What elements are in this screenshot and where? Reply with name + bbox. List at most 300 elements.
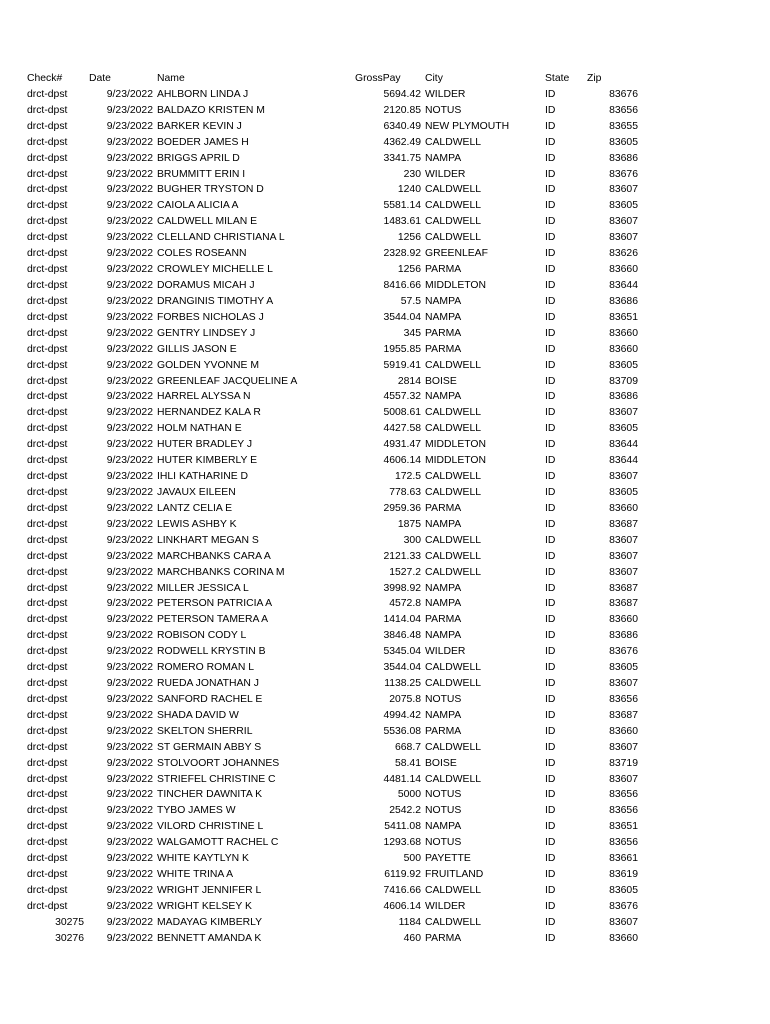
cell-name: SANFORD RACHEL E	[157, 693, 263, 705]
cell-state: ID	[545, 327, 556, 339]
cell-zip: 83651	[609, 821, 638, 833]
cell-name: RODWELL KRYSTIN B	[157, 646, 266, 658]
cell-check: drct-dpst	[27, 486, 68, 498]
table-row	[0, 612, 770, 628]
cell-zip: 83676	[609, 646, 638, 658]
cell-zip: 83651	[609, 311, 638, 323]
cell-zip: 83626	[609, 248, 638, 260]
cell-name: RUEDA JONATHAN J	[157, 678, 259, 690]
cell-date: 9/23/2022	[106, 502, 153, 514]
cell-check: drct-dpst	[27, 391, 68, 403]
cell-check: drct-dpst	[27, 200, 68, 212]
cell-gross-pay: 2075.8	[389, 693, 421, 705]
cell-gross-pay: 1138.25	[384, 678, 421, 690]
cell-gross-pay: 4572.8	[389, 598, 421, 610]
cell-date: 9/23/2022	[106, 327, 153, 339]
cell-city: BOISE	[425, 375, 457, 387]
cell-date: 9/23/2022	[106, 423, 153, 435]
cell-date: 9/23/2022	[106, 343, 153, 355]
cell-gross-pay: 2328.92	[383, 248, 421, 260]
table-row	[0, 389, 770, 405]
cell-city: CALDWELL	[425, 200, 482, 212]
cell-date: 9/23/2022	[106, 773, 153, 785]
cell-check: drct-dpst	[27, 327, 68, 339]
cell-name: HARREL ALYSSA N	[157, 391, 251, 403]
cell-gross-pay: 172.5	[394, 471, 421, 483]
cell-city: CALDWELL	[425, 407, 482, 419]
cell-gross-pay: 1527.2	[389, 566, 421, 578]
table-row	[0, 644, 770, 660]
table-row	[0, 310, 770, 326]
cell-check: drct-dpst	[27, 455, 68, 467]
cell-gross-pay: 778.63	[389, 486, 421, 498]
cell-date: 9/23/2022	[106, 885, 153, 897]
cell-zip: 83605	[609, 423, 638, 435]
cell-name: VILORD CHRISTINE L	[157, 821, 264, 833]
table-row	[0, 692, 770, 708]
cell-date: 9/23/2022	[106, 566, 153, 578]
table-row	[0, 915, 770, 931]
cell-state: ID	[545, 184, 556, 196]
table-row	[0, 278, 770, 294]
cell-gross-pay: 3846.48	[383, 630, 421, 642]
cell-name: LANTZ CELIA E	[157, 502, 233, 514]
cell-city: CALDWELL	[425, 359, 482, 371]
cell-name: WRIGHT JENNIFER L	[157, 885, 262, 897]
cell-city: PARMA	[425, 343, 462, 355]
cell-zip: 83607	[609, 678, 638, 690]
cell-state: ID	[545, 248, 556, 260]
cell-city: CALDWELL	[425, 741, 482, 753]
cell-name: JAVAUX EILEEN	[157, 486, 236, 498]
cell-city: CALDWELL	[425, 916, 482, 928]
cell-state: ID	[545, 200, 556, 212]
cell-check: drct-dpst	[27, 407, 68, 419]
cell-name: ROMERO ROMAN L	[157, 662, 254, 674]
cell-state: ID	[545, 407, 556, 419]
cell-name: GENTRY LINDSEY J	[157, 327, 256, 339]
cell-city: NAMPA	[425, 295, 462, 307]
cell-zip: 83607	[609, 916, 638, 928]
cell-name: TYBO JAMES W	[157, 805, 236, 817]
header-city: City	[425, 73, 443, 84]
cell-date: 9/23/2022	[106, 869, 153, 881]
cell-gross-pay: 4362.49	[383, 136, 421, 148]
cell-date: 9/23/2022	[106, 407, 153, 419]
cell-date: 9/23/2022	[106, 550, 153, 562]
cell-city: NOTUS	[425, 789, 462, 801]
table-row	[0, 517, 770, 533]
cell-state: ID	[545, 391, 556, 403]
cell-zip: 83605	[609, 200, 638, 212]
cell-name: PETERSON PATRICIA A	[157, 598, 273, 610]
cell-gross-pay: 5008.61	[383, 407, 421, 419]
cell-check: drct-dpst	[27, 439, 68, 451]
cell-check: drct-dpst	[27, 359, 68, 371]
cell-city: CALDWELL	[425, 471, 482, 483]
cell-city: GREENLEAF	[425, 248, 488, 260]
table-row	[0, 501, 770, 517]
cell-gross-pay: 3544.04	[383, 662, 421, 674]
cell-date: 9/23/2022	[106, 264, 153, 276]
cell-zip: 83605	[609, 136, 638, 148]
table-row	[0, 405, 770, 421]
cell-date: 9/23/2022	[106, 104, 153, 116]
cell-gross-pay: 1184	[398, 916, 421, 928]
cell-gross-pay: 8416.66	[383, 279, 421, 291]
cell-check: 30276	[55, 932, 84, 944]
cell-name: BUGHER TRYSTON D	[157, 184, 264, 196]
cell-zip: 83660	[609, 614, 638, 626]
cell-check: drct-dpst	[27, 550, 68, 562]
cell-name: GILLIS JASON E	[157, 343, 237, 355]
cell-city: MIDDLETON	[425, 439, 487, 451]
cell-name: DRANGINIS TIMOTHY A	[157, 295, 274, 307]
cell-check: drct-dpst	[27, 502, 68, 514]
cell-state: ID	[545, 789, 556, 801]
cell-check: drct-dpst	[27, 343, 68, 355]
cell-date: 9/23/2022	[106, 232, 153, 244]
cell-date: 9/23/2022	[106, 916, 153, 928]
table-row	[0, 294, 770, 310]
cell-zip: 83709	[609, 375, 638, 387]
cell-date: 9/23/2022	[106, 789, 153, 801]
cell-gross-pay: 1414.04	[383, 614, 421, 626]
cell-date: 9/23/2022	[106, 646, 153, 658]
table-row	[0, 740, 770, 756]
cell-name: MADAYAG KIMBERLY	[157, 916, 263, 928]
cell-date: 9/23/2022	[106, 359, 153, 371]
table-row	[0, 182, 770, 198]
cell-gross-pay: 4481.14	[383, 773, 421, 785]
table-row	[0, 660, 770, 676]
cell-zip: 83686	[609, 391, 638, 403]
table-row	[0, 262, 770, 278]
cell-name: BRIGGS APRIL D	[157, 152, 240, 164]
table-row	[0, 756, 770, 772]
cell-check: drct-dpst	[27, 789, 68, 801]
cell-date: 9/23/2022	[106, 821, 153, 833]
cell-city: PARMA	[425, 614, 462, 626]
table-row	[0, 883, 770, 899]
cell-city: WILDER	[425, 168, 466, 180]
cell-gross-pay: 5536.08	[383, 725, 421, 737]
table-row	[0, 549, 770, 565]
cell-city: MIDDLETON	[425, 279, 487, 291]
cell-zip: 83644	[609, 439, 638, 451]
cell-state: ID	[545, 614, 556, 626]
cell-state: ID	[545, 598, 556, 610]
cell-check: drct-dpst	[27, 104, 68, 116]
cell-name: CLELLAND CHRISTIANA L	[157, 232, 285, 244]
cell-zip: 83605	[609, 359, 638, 371]
table-row	[0, 326, 770, 342]
cell-check: drct-dpst	[27, 853, 68, 865]
cell-name: DORAMUS MICAH J	[157, 279, 255, 291]
cell-name: HUTER KIMBERLY E	[157, 455, 258, 467]
cell-state: ID	[545, 932, 556, 944]
table-row	[0, 533, 770, 549]
cell-name: HUTER BRADLEY J	[157, 439, 253, 451]
table-row	[0, 485, 770, 501]
cell-gross-pay: 4994.42	[383, 709, 421, 721]
cell-name: GOLDEN YVONNE M	[157, 359, 260, 371]
cell-check: drct-dpst	[27, 805, 68, 817]
header-check: Check#	[27, 73, 63, 84]
table-row	[0, 819, 770, 835]
cell-gross-pay: 1256	[397, 264, 421, 276]
cell-name: HOLM NATHAN E	[157, 423, 242, 435]
table-row	[0, 214, 770, 230]
cell-city: NEW PLYMOUTH	[425, 120, 510, 132]
cell-city: CALDWELL	[425, 550, 482, 562]
cell-date: 9/23/2022	[106, 120, 153, 132]
cell-zip: 83607	[609, 216, 638, 228]
cell-state: ID	[545, 900, 556, 912]
cell-zip: 83656	[609, 837, 638, 849]
cell-name: AHLBORN LINDA J	[157, 88, 249, 100]
cell-gross-pay: 345	[403, 327, 421, 339]
table-row	[0, 453, 770, 469]
cell-zip: 83607	[609, 407, 638, 419]
cell-city: PARMA	[425, 932, 462, 944]
cell-zip: 83605	[609, 486, 638, 498]
cell-city: MIDDLETON	[425, 455, 487, 467]
table-row	[0, 151, 770, 167]
cell-date: 9/23/2022	[106, 853, 153, 865]
cell-check: drct-dpst	[27, 152, 68, 164]
cell-state: ID	[545, 232, 556, 244]
cell-name: WALGAMOTT RACHEL C	[157, 837, 279, 849]
table-row	[0, 787, 770, 803]
header-state: State	[545, 73, 570, 84]
cell-city: NAMPA	[425, 582, 462, 594]
cell-state: ID	[545, 343, 556, 355]
cell-zip: 83605	[609, 885, 638, 897]
cell-date: 9/23/2022	[106, 279, 153, 291]
cell-date: 9/23/2022	[106, 455, 153, 467]
table-row	[0, 87, 770, 103]
cell-zip: 83660	[609, 343, 638, 355]
cell-city: CALDWELL	[425, 773, 482, 785]
cell-zip: 83655	[609, 120, 638, 132]
cell-check: drct-dpst	[27, 885, 68, 897]
table-row	[0, 135, 770, 151]
cell-state: ID	[545, 885, 556, 897]
cell-name: CALDWELL MILAN E	[157, 216, 258, 228]
cell-city: NAMPA	[425, 518, 462, 530]
cell-date: 9/23/2022	[106, 471, 153, 483]
cell-city: NAMPA	[425, 152, 462, 164]
cell-date: 9/23/2022	[106, 693, 153, 705]
cell-zip: 83719	[609, 757, 638, 769]
cell-check: drct-dpst	[27, 232, 68, 244]
cell-zip: 83660	[609, 264, 638, 276]
cell-gross-pay: 4931.47	[383, 439, 421, 451]
cell-zip: 83661	[609, 853, 638, 865]
cell-state: ID	[545, 136, 556, 148]
cell-state: ID	[545, 693, 556, 705]
cell-state: ID	[545, 869, 556, 881]
cell-gross-pay: 1955.85	[383, 343, 421, 355]
cell-check: drct-dpst	[27, 678, 68, 690]
cell-check: drct-dpst	[27, 869, 68, 881]
cell-zip: 83686	[609, 630, 638, 642]
cell-city: CALDWELL	[425, 885, 482, 897]
cell-gross-pay: 1483.61	[383, 216, 421, 228]
cell-state: ID	[545, 821, 556, 833]
cell-gross-pay: 4427.58	[383, 423, 421, 435]
cell-city: CALDWELL	[425, 534, 482, 546]
cell-city: NOTUS	[425, 693, 462, 705]
cell-gross-pay: 1256	[397, 232, 421, 244]
cell-city: BOISE	[425, 757, 457, 769]
cell-name: CAIOLA ALICIA A	[157, 200, 239, 212]
cell-state: ID	[545, 104, 556, 116]
cell-state: ID	[545, 550, 556, 562]
table-row	[0, 867, 770, 883]
cell-city: CALDWELL	[425, 216, 482, 228]
table-row	[0, 708, 770, 724]
cell-zip: 83660	[609, 932, 638, 944]
cell-name: MILLER JESSICA L	[157, 582, 249, 594]
cell-gross-pay: 460	[403, 932, 421, 944]
cell-zip: 83686	[609, 295, 638, 307]
cell-date: 9/23/2022	[106, 709, 153, 721]
table-row	[0, 167, 770, 183]
cell-date: 9/23/2022	[106, 757, 153, 769]
table-row	[0, 119, 770, 135]
table-row	[0, 724, 770, 740]
cell-gross-pay: 7416.66	[383, 885, 421, 897]
cell-date: 9/23/2022	[106, 741, 153, 753]
cell-zip: 83687	[609, 709, 638, 721]
cell-name: SHADA DAVID W	[157, 709, 239, 721]
cell-zip: 83644	[609, 279, 638, 291]
cell-name: LINKHART MEGAN S	[157, 534, 259, 546]
cell-zip: 83607	[609, 550, 638, 562]
cell-zip: 83660	[609, 502, 638, 514]
cell-name: GREENLEAF JACQUELINE A	[157, 375, 298, 387]
table-row	[0, 803, 770, 819]
table-row	[0, 469, 770, 485]
cell-gross-pay: 300	[403, 534, 421, 546]
cell-zip: 83607	[609, 232, 638, 244]
cell-state: ID	[545, 534, 556, 546]
cell-city: CALDWELL	[425, 184, 482, 196]
table-row	[0, 358, 770, 374]
cell-name: WRIGHT KELSEY K	[157, 900, 252, 912]
cell-check: drct-dpst	[27, 264, 68, 276]
cell-gross-pay: 668.7	[394, 741, 421, 753]
table-row	[0, 851, 770, 867]
cell-check: drct-dpst	[27, 630, 68, 642]
cell-name: SKELTON SHERRIL	[157, 725, 253, 737]
cell-zip: 83660	[609, 725, 638, 737]
cell-city: NAMPA	[425, 709, 462, 721]
cell-zip: 83676	[609, 88, 638, 100]
cell-state: ID	[545, 295, 556, 307]
cell-gross-pay: 3544.04	[383, 311, 421, 323]
cell-name: BARKER KEVIN J	[157, 120, 242, 132]
cell-state: ID	[545, 152, 556, 164]
cell-state: ID	[545, 455, 556, 467]
table-row	[0, 772, 770, 788]
cell-state: ID	[545, 709, 556, 721]
cell-gross-pay: 3341.75	[383, 152, 421, 164]
cell-state: ID	[545, 439, 556, 451]
table-row	[0, 835, 770, 851]
cell-city: WILDER	[425, 900, 466, 912]
cell-zip: 83607	[609, 741, 638, 753]
cell-city: NAMPA	[425, 821, 462, 833]
table-row	[0, 931, 770, 947]
header-row	[0, 71, 770, 87]
cell-state: ID	[545, 518, 556, 530]
cell-city: WILDER	[425, 88, 466, 100]
cell-state: ID	[545, 757, 556, 769]
cell-gross-pay: 4557.32	[383, 391, 421, 403]
table-row	[0, 628, 770, 644]
cell-state: ID	[545, 678, 556, 690]
cell-date: 9/23/2022	[106, 805, 153, 817]
cell-check: drct-dpst	[27, 821, 68, 833]
cell-zip: 83676	[609, 900, 638, 912]
cell-check: drct-dpst	[27, 725, 68, 737]
table-row	[0, 374, 770, 390]
cell-state: ID	[545, 662, 556, 674]
cell-state: ID	[545, 741, 556, 753]
cell-city: PARMA	[425, 327, 462, 339]
cell-city: NAMPA	[425, 598, 462, 610]
cell-city: PARMA	[425, 502, 462, 514]
cell-state: ID	[545, 853, 556, 865]
cell-state: ID	[545, 359, 556, 371]
cell-zip: 83686	[609, 152, 638, 164]
cell-zip: 83687	[609, 518, 638, 530]
cell-check: drct-dpst	[27, 757, 68, 769]
cell-city: CALDWELL	[425, 232, 482, 244]
cell-gross-pay: 5411.08	[384, 821, 421, 833]
cell-zip: 83607	[609, 184, 638, 196]
table-row	[0, 342, 770, 358]
cell-date: 9/23/2022	[106, 534, 153, 546]
cell-city: CALDWELL	[425, 662, 482, 674]
payroll-table	[0, 71, 770, 947]
cell-state: ID	[545, 582, 556, 594]
cell-gross-pay: 57.5	[400, 295, 421, 307]
table-row	[0, 899, 770, 915]
cell-gross-pay: 2120.85	[383, 104, 421, 116]
cell-zip: 83619	[609, 869, 638, 881]
cell-check: drct-dpst	[27, 423, 68, 435]
cell-gross-pay: 5345.04	[383, 646, 421, 658]
cell-state: ID	[545, 805, 556, 817]
cell-check: drct-dpst	[27, 216, 68, 228]
cell-check: drct-dpst	[27, 279, 68, 291]
cell-zip: 83656	[609, 789, 638, 801]
header-gross: GrossPay	[355, 73, 401, 84]
cell-check: drct-dpst	[27, 518, 68, 530]
cell-gross-pay: 2542.2	[389, 805, 421, 817]
cell-zip: 83656	[609, 104, 638, 116]
cell-city: PAYETTE	[425, 853, 471, 865]
cell-date: 9/23/2022	[106, 168, 153, 180]
table-row	[0, 230, 770, 246]
cell-date: 9/23/2022	[106, 391, 153, 403]
cell-date: 9/23/2022	[106, 184, 153, 196]
cell-zip: 83607	[609, 534, 638, 546]
